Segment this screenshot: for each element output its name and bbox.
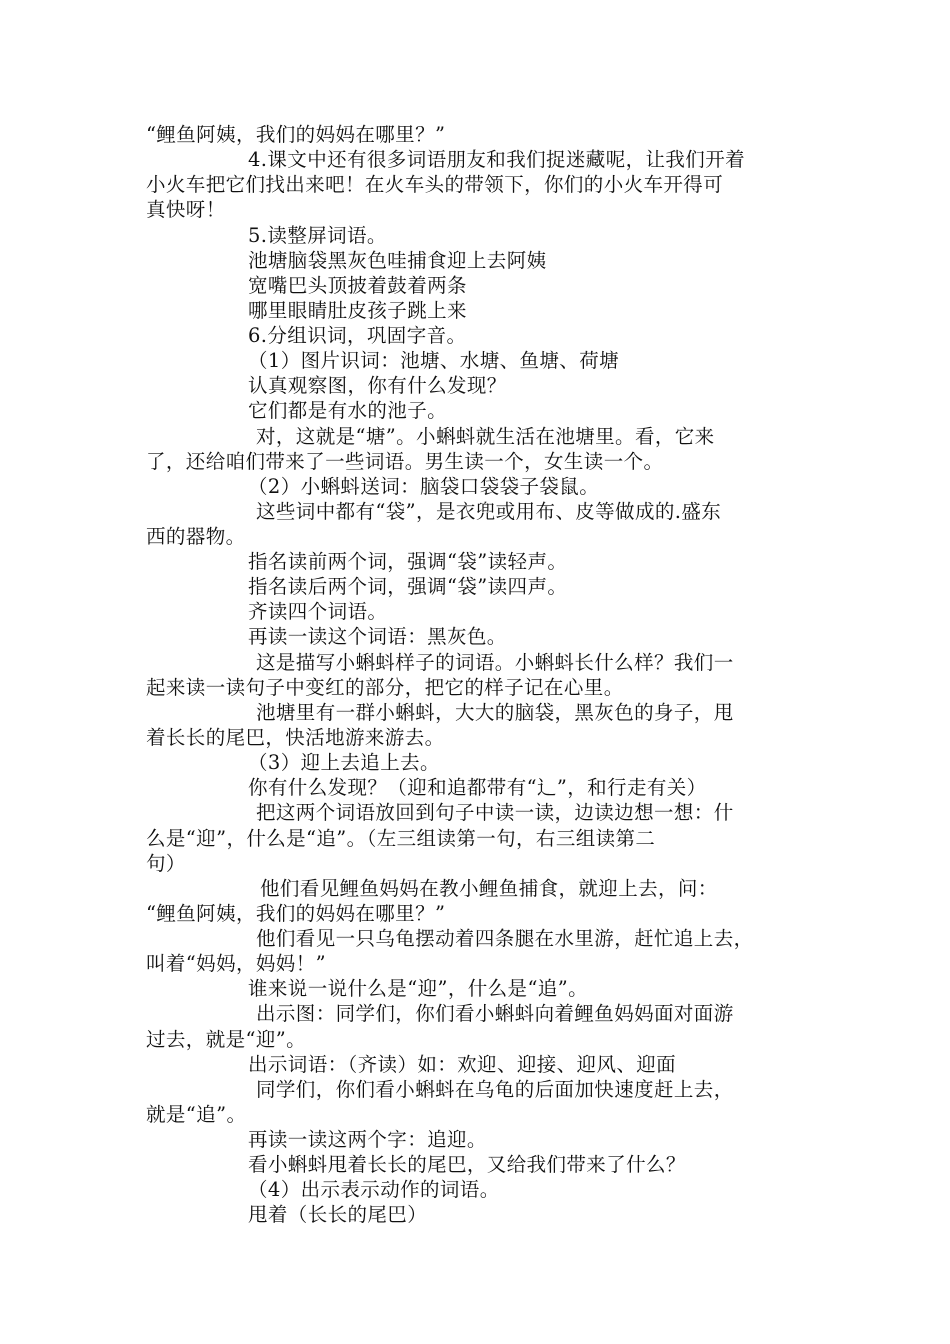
text-line: （4）出示表示动作的词语。	[248, 1178, 500, 1201]
text-line: 甩着（长长的尾巴）	[248, 1203, 428, 1226]
text-line: 真快呀！	[146, 198, 226, 221]
text-line: 小火车把它们找出来吧！在火车头的带领下，你们的小火车开得可	[146, 173, 724, 196]
text-line: 池塘里有一群小蝌蚪，大大的脑袋，黑灰色的身子，甩	[256, 701, 734, 724]
text-line: （2）小蝌蚪送词：脑袋口袋袋子袋鼠。	[248, 475, 600, 498]
text-line: 认真观察图，你有什么发现？	[248, 374, 507, 397]
text-line: 看小蝌蚪甩着长长的尾巴，又给我们带来了什么？	[248, 1153, 686, 1176]
text-line: 5.读整屏词语。	[248, 224, 387, 247]
text-line: 齐读四个词语。	[248, 600, 388, 623]
text-line: 对，这就是“塘”。小蝌蚪就生活在池塘里。看，它来	[256, 425, 715, 448]
text-line: 它们都是有水的池子。	[248, 399, 448, 422]
text-line: 着长长的尾巴，快活地游来游去。	[146, 726, 445, 749]
text-line: 宽嘴巴头顶披着鼓着两条	[248, 274, 467, 297]
text-line: 他们看见一只乌龟摆动着四条腿在水里游，赶忙追上去，	[256, 927, 754, 950]
text-line: （1）图片识词：池塘、水塘、鱼塘、荷塘	[248, 349, 620, 372]
text-line: 叫着“妈妈，妈妈！”	[146, 952, 326, 975]
text-line: 这些词中都有“袋”，是衣兜或用布、皮等做成的.盛东	[256, 500, 722, 523]
text-line: 他们看见鲤鱼妈妈在教小鲤鱼捕食，就迎上去，问：	[260, 877, 718, 900]
text-line: 哪里眼睛肚皮孩子跳上来	[248, 299, 467, 322]
text-line: 句）	[146, 852, 186, 875]
text-line: 再读一读这两个字：追迎。	[248, 1128, 487, 1151]
text-line: 这是描写小蝌蚪样子的词语。小蝌蚪长什么样？我们一	[256, 651, 734, 674]
text-line: 你有什么发现？（迎和追都带有“辶”，和行走有关）	[248, 776, 707, 799]
text-line: “鲤鱼阿姨，我们的妈妈在哪里？”	[146, 902, 446, 925]
text-line: 就是“追”。	[146, 1103, 247, 1126]
text-line: 再读一读这个词语：黑灰色。	[248, 625, 507, 648]
text-line: 么是“迎”，什么是“追”。（左三组读第一句，右三组读第二	[146, 827, 656, 850]
text-line: 池塘脑袋黑灰色哇捕食迎上去阿姨	[248, 249, 547, 272]
text-line: 西的器物。	[146, 525, 246, 548]
text-line: 同学们，你们看小蝌蚪在乌龟的后面加快速度赶上去，	[256, 1078, 734, 1101]
text-line: 谁来说一说什么是“迎”，什么是“追”。	[248, 977, 588, 1000]
text-line: 指名读前两个词，强调“袋”读轻声。	[248, 550, 568, 573]
text-line: 起来读一读句子中变红的部分，把它的样子记在心里。	[146, 676, 624, 699]
text-line: 指名读后两个词，强调“袋”读四声。	[248, 575, 568, 598]
text-line: 6.分组识词，巩固字音。	[248, 324, 467, 347]
text-line: 了，还给咱们带来了一些词语。男生读一个，女生读一个。	[146, 450, 664, 473]
text-line: 过去，就是“迎”。	[146, 1028, 307, 1051]
text-line: 出示图：同学们，你们看小蝌蚪向着鲤鱼妈妈面对面游	[256, 1002, 734, 1025]
text-line: 把这两个词语放回到句子中读一读，边读边想一想：什	[256, 801, 734, 824]
text-line: 4.课文中还有很多词语朋友和我们捉迷藏呢，让我们开着	[248, 148, 746, 171]
text-line: “鲤鱼阿姨，我们的妈妈在哪里？”	[146, 123, 446, 146]
text-line: （3）迎上去追上去。	[248, 751, 440, 774]
text-line: 出示词语：（齐读）如：欢迎、迎接、迎风、迎面	[248, 1053, 677, 1076]
